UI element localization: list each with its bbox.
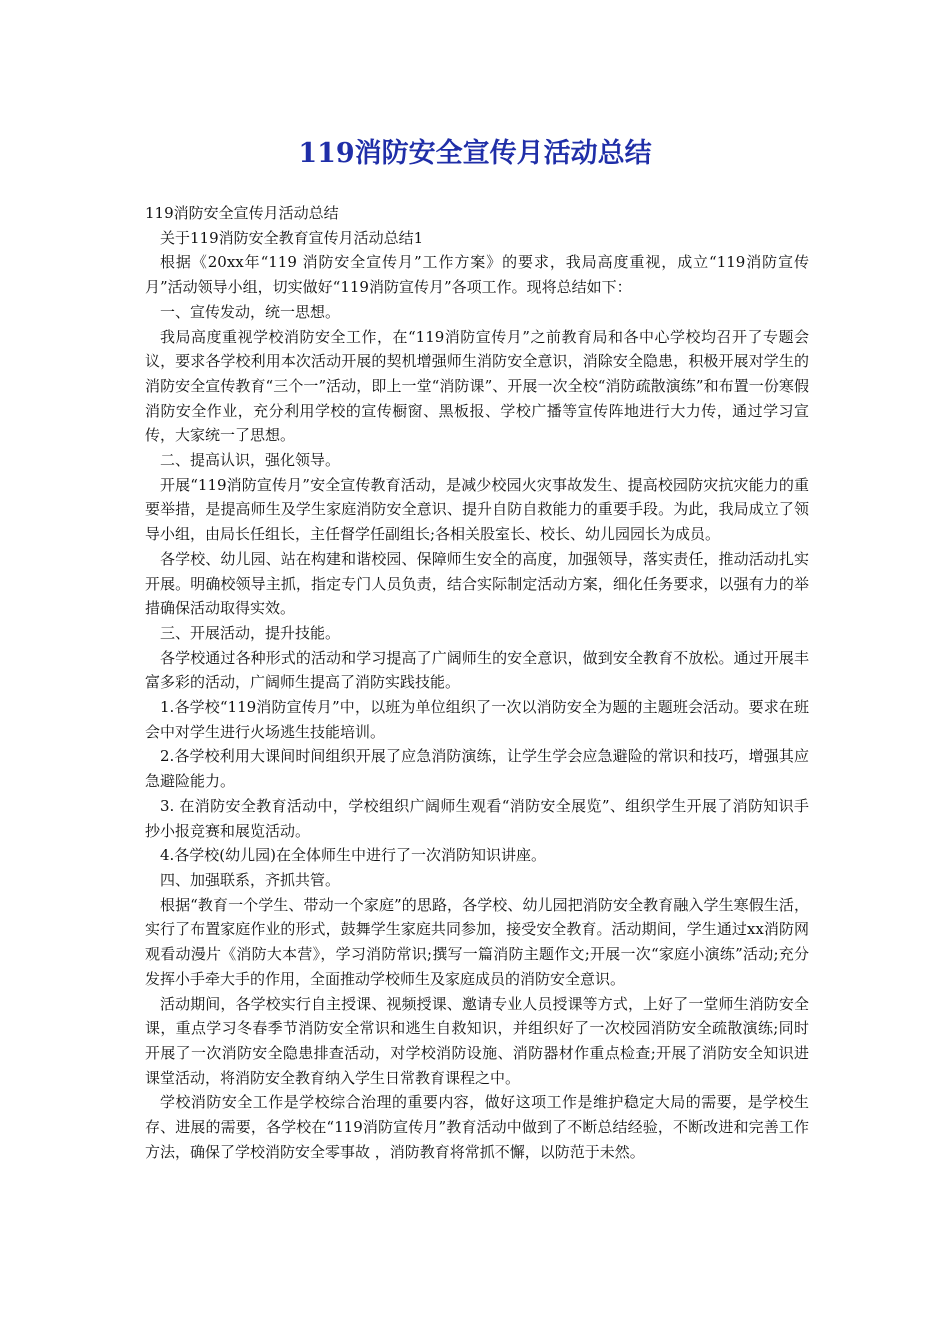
paragraph-heading: 119消防安全宣传月活动总结 bbox=[145, 204, 339, 222]
section-heading: 一、宣传发动，统一思想。 bbox=[160, 302, 341, 321]
list-item: 3. 在消防安全教育活动中，学校组织广阔师生观看“消防安全展览”、组织学生开展了消防知识手抄小报竞赛和展览活动。 bbox=[145, 796, 809, 840]
list-item: 2.各学校利用大课间时间组织开展了应急消防演练，让学生学会应急避险的常识和技巧，增强其应急避险能力。 bbox=[145, 747, 809, 791]
paragraph: 根据《20xx年“119 消防安全宣传月”工作方案》的要求，我局高度重视，成立“119消防宣传月”活动领导小组，切实做好“119消防宣传月”各项工作。现将总结如下： bbox=[145, 253, 809, 297]
paragraph: 各学校通过各种形式的活动和学习提高了广阔师生的安全意识，做到安全教育不放松。通过开展丰富多彩的活动，广阔师生提高了消防实践技能。 bbox=[145, 648, 809, 692]
paragraph: 我局高度重视学校消防安全工作，在“119消防宣传月”之前教育局和各中心学校均召开了专题会议，要求各学校利用本次活动开展的契机增强师生消防安全意识，消除安全隐患，积极开展对学生的消防安全宣传教育“三个一”活动，即上一堂“消防课”、开展一次全校“消防疏散演练”和布置一份寒假消防安全作业，充分利用学校的宣传橱窗、黑板报、学校广播等宣传阵地进行大力传，通过学习宣传，大家统一了思想。 bbox=[145, 327, 809, 445]
section-heading: 三、开展活动，提升技能。 bbox=[160, 623, 341, 642]
document-title: 119消防安全宣传月活动总结 bbox=[298, 138, 652, 169]
paragraph-subtitle: 关于119消防安全教育宣传月活动总结1 bbox=[160, 228, 424, 247]
section-heading: 二、提高认识，强化领导。 bbox=[160, 451, 341, 470]
paragraph: 学校消防安全工作是学校综合治理的重要内容，做好这项工作是维护稳定大局的需要，是学校生存、进展的需要，各学校在“119消防宣传月”教育活动中做到了不断总结经验，不断改进和完善工作方法，确保了学校消防安全零事故 ，消防教育将常抓不懈，以防范于未然。 bbox=[145, 1093, 809, 1161]
section-heading: 四、加强联系，齐抓共管。 bbox=[160, 870, 341, 889]
document-body bbox=[145, 201, 809, 1164]
paragraph: 根据“教育一个学生、带动一个家庭”的思路，各学校、幼儿园把消防安全教育融入学生寒假生活，实行了布置家庭作业的形式，鼓舞学生家庭共同参加，接受安全教育。活动期间，学生通过xx消防网观看动漫片《消防大本营》，学习消防常识;撰写一篇消防主题作文;开展一次“家庭小演练”活动;充分发挥小手牵大手的作用，全面推动学校师生及家庭成员的消防安全意识。 bbox=[145, 895, 809, 988]
list-item: 1.各学校“119消防宣传月”中，以班为单位组织了一次以消防安全为题的主题班会活动。要求在班会中对学生进行火场逃生技能培训。 bbox=[145, 698, 809, 741]
paragraph: 活动期间，各学校实行自主授课、视频授课、邀请专业人员授课等方式，上好了一堂师生消防安全课，重点学习冬春季节消防安全常识和逃生自救知识，并组织好了一次校园消防安全疏散演练;同时开展了一次消防安全隐患排查活动，对学校消防设施、消防器材作重点检查;开展了消防安全知识进课堂活动，将消防安全教育纳入学生日常教育课程之中。 bbox=[145, 994, 809, 1087]
paragraph: 各学校、幼儿园、站在构建和谐校园、保障师生安全的高度，加强领导，落实责任，推动活动扎实开展。明确校领导主抓，指定专门人员负责，结合实际制定活动方案，细化任务要求，以强有力的举措确保活动取得实效。 bbox=[145, 549, 809, 618]
paragraph: 开展“119消防宣传月”安全宣传教育活动，是减少校园火灾事故发生、提高校园防灾抗灾能力的重要举措，是提高师生及学生家庭消防安全意识、提升自防自救能力的重要手段。为此，我局成立了领导小组，由局长任组长，主任督学任副组长;各相关股室长、校长、幼儿园园长为成员。 bbox=[145, 475, 809, 544]
list-item: 4.各学校(幼儿园)在全体师生中进行了一次消防知识讲座。 bbox=[160, 846, 547, 865]
